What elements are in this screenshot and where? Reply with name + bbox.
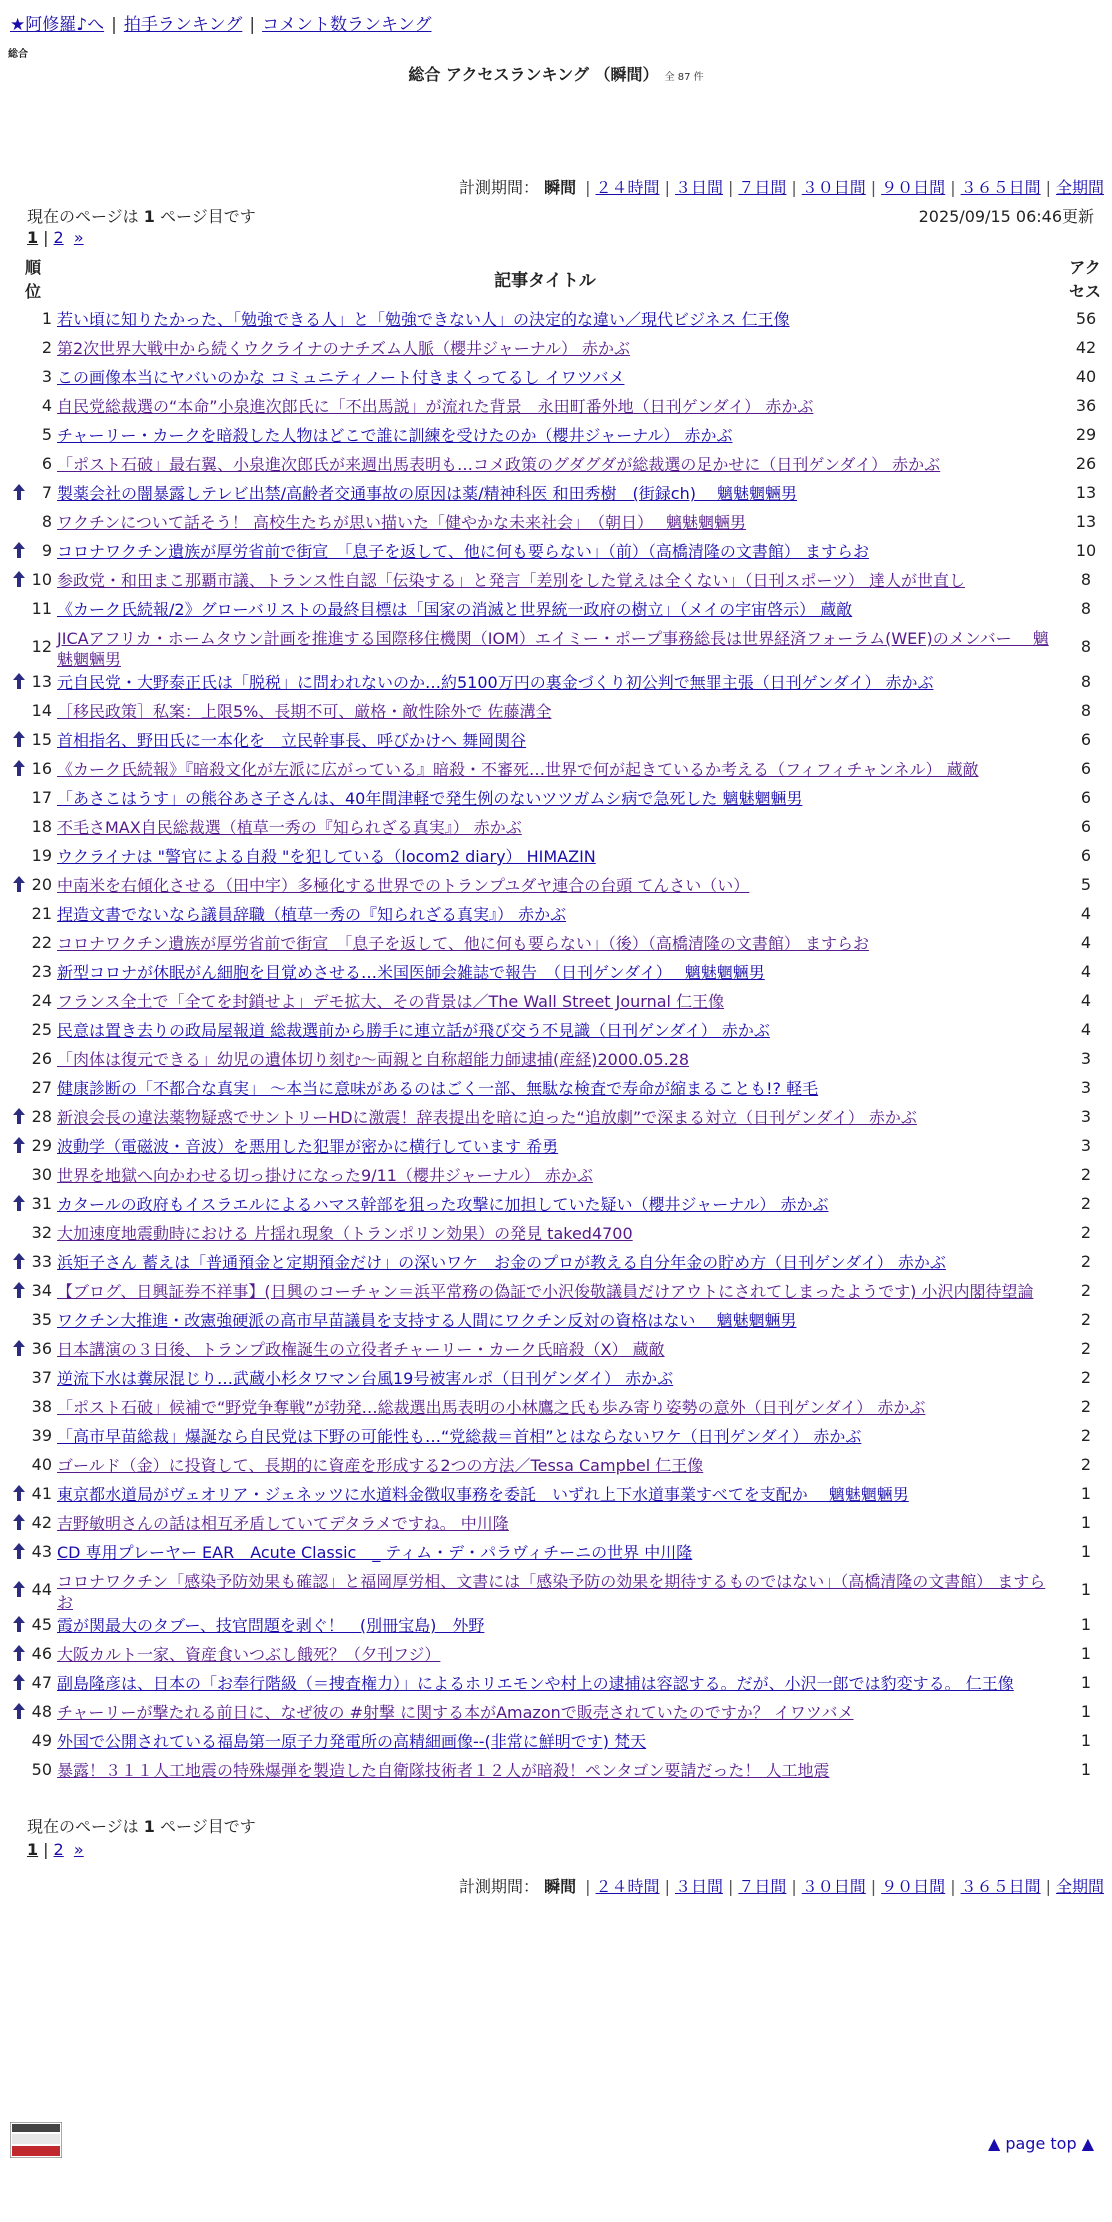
rank-up-arrow-icon [12,1615,26,1633]
access-count: 3 [1080,1107,1092,1126]
rank-up-arrow-icon [12,541,26,559]
pager-next[interactable]: » [73,1840,84,1859]
access-count: 1 [1080,1615,1092,1634]
access-count: 2 [1080,1252,1092,1271]
title-header: 記事タイトル [494,271,596,291]
access-count: 3 [1080,1049,1092,1068]
pager-current: 1 [27,228,39,247]
article-title-link[interactable]: 逆流下水は糞尿混じり…武蔵小杉タワマン台風19号被害ルポ（日刊ゲンダイ） 赤かぶ [57,1369,674,1388]
rank-number: 40 [31,1455,52,1474]
rank-up-arrow-icon [12,1580,26,1598]
pager-current: 1 [27,1840,39,1859]
rank-number: 8 [41,512,52,531]
rank-number: 49 [31,1731,52,1750]
access-count: 6 [1080,730,1092,749]
article-title-link[interactable]: 浜矩子さん 蓄えは「普通預金と定期預金だけ」の深いワケ お金のプロが教える自分年金の貯め方（日刊ゲンダイ） 赤かぶ [57,1253,946,1272]
period-current: 瞬間 [544,1877,577,1896]
table-row [0,1075,1112,1104]
access-count: 4 [1080,991,1092,1010]
article-title-link[interactable]: 新浪会長の違法薬物疑惑でサントリーHDに激震！辞表提出を暗に迫った“追放劇”で深まる対立（日刊ゲンダイ） 赤かぶ [57,1108,917,1127]
access-count: 10 [1075,541,1097,560]
rank-number: 13 [31,672,52,691]
current-page-text-bottom [27,1814,256,1837]
nav-link-applause-ranking[interactable]: 拍手ランキング [123,15,243,35]
rank-number: 50 [31,1760,52,1779]
access-count: 36 [1075,396,1097,415]
access-count: 40 [1075,367,1097,386]
access-count: 1 [1080,1580,1092,1599]
period-link-90d[interactable]: ９０日間 [881,1877,946,1896]
article-title-link[interactable]: 波動学（電磁波・音波）を悪用した犯罪が密かに横行しています 希勇 [57,1137,559,1156]
period-separator: | [870,178,877,197]
article-title-link[interactable]: 日本講演の３日後、トランプ政権誕生の立役者チャーリー・カーク氏暗殺（X） 蔵敵 [57,1340,665,1359]
access-count: 2 [1080,1223,1092,1242]
access-count: 2 [1080,1339,1092,1358]
rank-number: 26 [31,1049,52,1068]
access-count: 2 [1080,1165,1092,1184]
table-row [0,1278,1112,1307]
article-title-link[interactable]: 不毛さMAX自民総裁選（植草一秀の『知られざる真実』） 赤かぶ [57,818,522,837]
article-title-link[interactable]: 霞が関最大のタブー、技官問題を剥ぐ！ (別冊宝島) 外野 [57,1616,485,1635]
access-count: 1 [1080,1513,1092,1532]
table-row [0,480,1112,509]
rank-number: 30 [31,1165,52,1184]
rank-number: 48 [31,1702,52,1721]
access-count: 6 [1080,788,1092,807]
rank-number: 23 [31,962,52,981]
table-row [0,698,1112,727]
access-count: 2 [1080,1368,1092,1387]
article-title-link[interactable]: 新型コロナが休眠がん細胞を目覚めさせる…米国医師会雑誌で報告 （日刊ゲンダイ） 魑魅魍魎男 [57,963,765,982]
period-separator: | [664,178,670,197]
table-row [0,422,1112,451]
table-row [0,727,1112,756]
rank-number: 31 [31,1194,52,1213]
article-title-link[interactable]: 「ポスト石破」最右翼、小泉進次郎氏が来週出馬表明も…コメ政策のグダグダが総裁選の足かせに（日刊ゲンダイ） 赤かぶ [57,455,941,474]
rank-number: 15 [31,730,52,749]
rank-number: 27 [31,1078,52,1097]
ninja-tools-logo-icon [10,2122,62,2158]
access-count: 8 [1080,672,1092,691]
rank-number: 47 [31,1673,52,1692]
period-separator: | [727,1877,734,1896]
rank-up-arrow-icon [12,1339,26,1357]
period-link-24h[interactable]: ２４時間 [595,1877,660,1896]
section-label: 総合 [8,49,28,60]
rank-number: 3 [41,367,52,386]
article-title-link[interactable]: 民意は置き去りの政局屋報道 総裁選前から勝手に連立話が飛び交う不見識（日刊ゲンダイ） 赤かぶ [57,1021,770,1040]
rank-number: 2 [41,338,52,357]
access-count: 2 [1080,1310,1092,1329]
table-row [0,669,1112,698]
updated-timestamp: 2025/09/15 06:46更新 [918,207,1094,226]
ranking-table [0,306,1112,1786]
table-row [0,1452,1112,1481]
article-title-link[interactable]: 「肉体は復元できる」幼児の遺体切り刻む〜両親と自称超能力師逮捕(産経)2000.05.28 [57,1050,690,1069]
period-link-7d[interactable]: ７日間 [738,1877,787,1896]
top-nav [10,10,432,35]
rank-number: 17 [31,788,52,807]
rank-number: 24 [31,991,52,1010]
rank-up-arrow-icon [12,1484,26,1502]
table-row [0,1191,1112,1220]
rank-up-arrow-icon [12,1644,26,1662]
rank-number: 33 [31,1252,52,1271]
period-link-24h[interactable]: ２４時間 [595,178,660,197]
article-title-link[interactable]: 《カーク氏続報》『暗殺文化が左派に広がっている』暗殺・不審死…世界で何が起きているか考える（フィフィチャンネル） 蔵敵 [57,760,979,779]
current-page-suffix: ページ目です [160,1817,256,1836]
rank-number: 42 [31,1513,52,1532]
article-title-link[interactable]: 「あさこはうす」の熊谷あさ子さんは、40年間津軽で発生例のないツツガムシ病で急死した 魑魅魍魎男 [57,789,803,808]
table-row [0,509,1112,538]
period-link-365d[interactable]: ３６５日間 [960,178,1041,197]
article-title-link[interactable]: 健康診断の「不都合な真実」 〜本当に意味があるのはごく一部、無駄な検査で寿命が縮まることも!? 軽毛 [57,1079,819,1098]
access-count: 1 [1080,1731,1092,1750]
table-row [0,451,1112,480]
table-row [0,843,1112,872]
rank-up-arrow-icon [12,1673,26,1691]
pager-next[interactable]: » [73,228,84,247]
period-link-30d[interactable]: ３０日間 [801,1877,866,1896]
rank-number: 35 [31,1310,52,1329]
rank-up-arrow-icon [12,1194,26,1212]
rank-up-arrow-icon [12,1702,26,1720]
table-row [0,1249,1112,1278]
table-row [0,901,1112,930]
article-title-link[interactable]: 中南米を右傾化させる（田中宇）多極化する世界でのトランプユダヤ連合の台頭 てんさい（い） [57,876,750,895]
table-row [0,1699,1112,1728]
access-count: 4 [1080,1020,1092,1039]
rank-up-arrow-icon [12,1281,26,1299]
article-title-link[interactable]: コロナワクチン遺族が厚労省前で街宣 「息子を返して、他に何も要らない」（前）（高橋清隆の文書館） ますらお [57,542,869,561]
period-separator: | [664,1877,670,1896]
access-count: 4 [1080,933,1092,952]
table-row [0,567,1112,596]
article-title-link[interactable]: 製薬会社の闇暴露しテレビ出禁/高齢者交通事故の原因は薬/精神科医 和田秀樹 (街録ch) 魑魅魍魎男 [57,484,798,503]
table-row [0,1481,1112,1510]
rank-number: 46 [31,1644,52,1663]
rank-up-arrow-icon [12,1107,26,1125]
rank-up-arrow-icon [12,672,26,690]
table-row [0,538,1112,567]
article-title-link[interactable]: 世界を地獄へ向かわせる切っ掛けになった9/11（櫻井ジャーナル） 赤かぶ [57,1166,593,1185]
access-count: 8 [1080,599,1092,618]
table-row [0,1539,1112,1568]
table-row [0,930,1112,959]
access-count: 26 [1075,454,1097,473]
table-row [0,814,1112,843]
access-count: 4 [1080,904,1092,923]
period-separator: | [791,178,797,197]
rank-number: 9 [41,541,52,560]
article-title-link[interactable]: 元自民党・大野泰正氏は「脱税」に問われないのか…約5100万円の裏金づくり初公判で無罪主張（日刊ゲンダイ） 赤かぶ [57,673,934,692]
current-page-suffix: ページ目です [160,207,256,226]
article-title-link[interactable]: 「ポスト石破」候補で“野党争奪戦”が勃発…総裁選出馬表明の小林鷹之氏も歩み寄り姿勢の意外（日刊ゲンダイ） 赤かぶ [57,1398,926,1417]
access-count: 6 [1080,817,1092,836]
rank-number: 1 [41,309,52,328]
period-separator: | [1045,1877,1051,1896]
access-count: 8 [1080,570,1092,589]
period-separator: | [950,178,956,197]
period-separator: | [727,178,734,197]
table-row [0,1728,1112,1757]
article-title-link[interactable]: ワクチンについて話そう！ 高校生たちが思い描いた「健やかな未来社会」 （朝日） 魑魅魍魎男 [57,513,747,532]
access-count: 2 [1080,1455,1092,1474]
nav-link-asyura[interactable]: ★阿修羅♪へ [10,15,105,35]
access-count: 2 [1080,1426,1092,1445]
access-count: 42 [1075,338,1097,357]
table-row [0,959,1112,988]
rank-up-arrow-icon [12,483,26,501]
article-title-link[interactable]: 大加速度地震動時における 片揺れ現象（トランポリン効果）の発見 taked4700 [57,1224,633,1243]
rank-number: 37 [31,1368,52,1387]
rank-up-arrow-icon [12,759,26,777]
current-page-text-top [27,204,256,227]
access-count: 3 [1080,1136,1092,1155]
article-title-link[interactable]: JICAアフリカ・ホームタウン計画を推進する国際移住機関（IOM）エイミー・ポープ事務総長は世界経済フォーラム(WEF)のメンバー 魑魅魍魎男 [57,629,1049,669]
period-link-7d[interactable]: ７日間 [738,178,787,197]
rank-number: 16 [31,759,52,778]
rank-number: 44 [31,1580,52,1599]
pager-link-2[interactable]: 2 [53,1840,64,1859]
rank-number: 4 [41,396,52,415]
article-title-link[interactable]: 【ブログ、日興証券不祥事】(日興のコーチャン＝浜平常務の偽証で小沢俊敬議員だけアウトにされてしまったようです) 小沢内閣待望論 [57,1282,1034,1301]
table-row [0,1365,1112,1394]
table-row [0,1510,1112,1539]
article-title-link[interactable]: 若い頃に知りたかった、「勉強できる人」と「勉強できない人」の決定的な違い／現代ビジネス 仁王像 [57,310,790,329]
rank-number: 14 [31,701,52,720]
access-count: 1 [1080,1702,1092,1721]
period-separator: | [1045,178,1051,197]
rank-number: 39 [31,1426,52,1445]
article-title-link[interactable]: チャーリーが撃たれる前日に、なぜ彼の #射撃 に関する本がAmazonで販売されていたのですか？ イワツバメ [57,1703,854,1722]
table-row [0,1307,1112,1336]
rank-number: 10 [31,570,52,589]
rank-number: 25 [31,1020,52,1039]
access-count: 1 [1080,1673,1092,1692]
rank-up-arrow-icon [12,570,26,588]
rank-number: 19 [31,846,52,865]
rank-number: 29 [31,1136,52,1155]
table-row [0,306,1112,335]
rank-number: 22 [31,933,52,952]
access-count: 5 [1080,875,1092,894]
table-row [0,1220,1112,1249]
period-link-3d[interactable]: ３日間 [674,178,723,197]
pager-top [27,228,84,247]
article-title-link[interactable]: 捏造文書でないなら議員辞職（植草一秀の『知られざる真実』） 赤かぶ [57,905,567,924]
period-separator: | [585,178,591,197]
table-row [0,1757,1112,1786]
period-separator: | [950,1877,956,1896]
page-top-link[interactable]: ▲ page top ▲ [987,2134,1094,2153]
rank-number: 18 [31,817,52,836]
table-row [0,596,1112,625]
period-link-all[interactable]: 全期間 [1055,1877,1104,1896]
rank-number: 36 [31,1339,52,1358]
table-row [0,335,1112,364]
article-title-link[interactable]: 《カーク氏続報/2》グローバリストの最終目標は「国家の消滅と世界統一政府の樹立」（メイの宇宙啓示） 蔵敵 [57,600,853,619]
article-title-link[interactable]: 「高市早苗総裁」爆誕なら自民党は下野の可能性も…“党総裁＝首相”とはならないワケ（日刊ゲンダイ） 赤かぶ [57,1427,862,1446]
article-title-link[interactable]: ゴールド（金）に投資して、長期的に資産を形成する2つの方法／Tessa Campbel 仁王像 [57,1456,704,1475]
table-row [0,785,1112,814]
article-title-link[interactable]: 参政党・和田まこ那覇市議、トランス性自認「伝染する」と発言「差別をした覚えは全くない」（日刊スポーツ） 達人が世直し [57,571,965,590]
nav-separator: | [249,15,256,35]
article-title-link[interactable]: 自民党総裁選の“本命”小泉進次郎氏に「不出馬説」が流れた背景 永田町番外地（日刊ゲンダイ） 赤かぶ [57,397,814,416]
access-count: 13 [1075,483,1097,502]
access-count: 13 [1075,512,1097,531]
rank-up-arrow-icon [12,1252,26,1270]
period-link-all[interactable]: 全期間 [1055,178,1104,197]
rank-number: 45 [31,1615,52,1634]
period-separator: | [870,1877,877,1896]
rank-number: 41 [31,1484,52,1503]
rank-up-arrow-icon [12,1513,26,1531]
rank-number: 7 [41,483,52,502]
article-title-link[interactable]: ［移民政策］私案：上限5%、長期不可、厳格・敵性除外で 佐藤溝全 [57,702,552,721]
rank-number: 12 [31,637,52,656]
current-page-prefix: 現在のページは [27,1817,139,1836]
article-title-link[interactable]: チャーリー・カークを暗殺した人物はどこで誰に訓練を受けたのか（櫻井ジャーナル） 赤かぶ [57,426,733,445]
rank-up-arrow-icon [12,1136,26,1154]
access-count: 8 [1080,637,1092,656]
rank-number: 28 [31,1107,52,1126]
period-current: 瞬間 [544,178,577,197]
table-row [0,1336,1112,1365]
access-header: アクセス [1068,258,1101,301]
pager-link-2[interactable]: 2 [53,228,64,247]
article-title-link[interactable]: 吉野敏明さんの話は相互矛盾していてデタラメですね。 中川隆 [57,1514,509,1533]
current-page-number: 1 [143,1817,155,1836]
rank-number: 21 [31,904,52,923]
table-row [0,1162,1112,1191]
access-count: 4 [1080,962,1092,981]
page-title: 総合 アクセスランキング （瞬間） [408,65,659,84]
access-count: 56 [1075,309,1097,328]
article-title-link[interactable]: CD 専用プレーヤー EAR Acute Classic _ ティム・デ・パラヴィチーニの世界 中川隆 [57,1543,693,1562]
table-row [0,872,1112,901]
table-row [0,1017,1112,1046]
total-count: 全 87 件 [664,72,704,83]
article-title-link[interactable]: 副島隆彦は、日本の「お奉行階級（＝捜査権力）」によるホリエモンや村上の逮捕は容認する。だが、小沢一郎では豹変する。 仁王像 [57,1674,1014,1693]
period-selector-top [459,175,1104,198]
access-count: 2 [1080,1281,1092,1300]
rank-number: 32 [31,1223,52,1242]
rank-up-arrow-icon [12,875,26,893]
rank-number: 6 [41,454,52,473]
access-count: 6 [1080,759,1092,778]
table-row [0,1133,1112,1162]
page-title-block [0,62,1112,85]
table-row [0,1394,1112,1423]
table-row [0,756,1112,785]
article-title-link[interactable]: 外国で公開されている福島第一原子力発電所の高精細画像--(非常に鮮明です) 梵天 [57,1732,647,1751]
access-count: 1 [1080,1644,1092,1663]
access-count: 1 [1080,1484,1092,1503]
nav-separator: | [111,15,117,35]
table-row [0,393,1112,422]
table-row [0,1104,1112,1133]
rank-up-arrow-icon [12,730,26,748]
period-link-90d[interactable]: ９０日間 [881,178,946,197]
period-separator: | [585,1877,591,1896]
period-link-30d[interactable]: ３０日間 [801,178,866,197]
period-link-3d[interactable]: ３日間 [674,1877,723,1896]
access-count: 1 [1080,1542,1092,1561]
period-label: 計測期間： [459,1877,540,1896]
rank-number: 20 [31,875,52,894]
current-page-prefix: 現在のページは [27,207,139,226]
nav-link-comment-ranking[interactable]: コメント数ランキング [262,15,432,35]
table-row [0,988,1112,1017]
table-row [0,1670,1112,1699]
rank-number: 38 [31,1397,52,1416]
table-row [0,364,1112,393]
article-title-link[interactable]: コロナワクチン遺族が厚労省前で街宣 「息子を返して、他に何も要らない」（後）（高橋清隆の文書館） ますらお [57,934,869,953]
period-link-365d[interactable]: ３６５日間 [960,1877,1041,1896]
pager-bottom [27,1840,84,1859]
access-count: 2 [1080,1397,1092,1416]
table-row [0,1046,1112,1075]
period-label: 計測期間： [459,178,540,197]
access-count: 1 [1080,1760,1092,1779]
article-title-link[interactable]: コロナワクチン「感染予防効果も確認」と福岡厚労相、文書には「感染予防の効果を期待するものではない」（高橋清隆の文書館） ますらお [57,1572,1046,1612]
article-title-link[interactable]: 大阪カルト一家、資産食いつぶし餓死？（夕刊フジ） [57,1645,441,1664]
rank-number: 5 [41,425,52,444]
pager-separator: | [43,1840,49,1859]
article-title-link[interactable]: この画像本当にヤバいのかな コミュニティノート付きまくってるし イワツバメ [57,368,625,387]
access-count: 2 [1080,1194,1092,1213]
rank-up-arrow-icon [12,1542,26,1560]
table-row [0,1568,1112,1612]
rank-header: 順位 [24,258,41,301]
ninja-tools-logo[interactable] [10,2122,62,2158]
table-row [0,625,1112,669]
article-title-link[interactable]: 首相指名、野田氏に一本化を 立民幹事長、呼びかけへ 舞岡関谷 [57,731,527,750]
period-selector-bottom [459,1874,1104,1897]
article-title-link[interactable]: フランス全土で「全てを封鎖せよ」デモ拡大、その背景は／The Wall Street Journal 仁王像 [57,992,725,1011]
pager-separator: | [43,228,49,247]
table-row [0,1423,1112,1452]
rank-number: 43 [31,1542,52,1561]
access-count: 29 [1075,425,1097,444]
access-count: 3 [1080,1078,1092,1097]
current-page-number: 1 [143,207,155,226]
article-title-link[interactable]: 第2次世界大戦中から続くウクライナのナチズム人脈（櫻井ジャーナル） 赤かぶ [57,339,631,358]
article-title-link[interactable]: ウクライナは "警官による自殺 "を犯している（locom2 diary） HIMAZIN [57,847,596,866]
article-title-link[interactable]: 暴露！３１１人工地震の特殊爆弾を製造した自衛隊技術者１２人が暗殺！ペンタゴン要請だった！ 人工地震 [57,1761,830,1780]
access-count: 8 [1080,701,1092,720]
table-row [0,1612,1112,1641]
table-row [0,1641,1112,1670]
period-separator: | [791,1877,797,1896]
article-title-link[interactable]: 東京都水道局がヴェオリア・ジェネッツに水道料金徴収事務を委託 いずれ上下水道事業すべてを支配か 魑魅魍魎男 [57,1485,909,1504]
article-title-link[interactable]: カタールの政府もイスラエルによるハマス幹部を狙った攻撃に加担していた疑い（櫻井ジャーナル） 赤かぶ [57,1195,829,1214]
rank-number: 34 [31,1281,52,1300]
article-title-link[interactable]: ワクチン大推進・改憲強硬派の高市早苗議員を支持する人間にワクチン反対の資格はない 魑魅魍魎男 [57,1311,797,1330]
rank-number: 11 [31,599,52,618]
access-count: 6 [1080,846,1092,865]
